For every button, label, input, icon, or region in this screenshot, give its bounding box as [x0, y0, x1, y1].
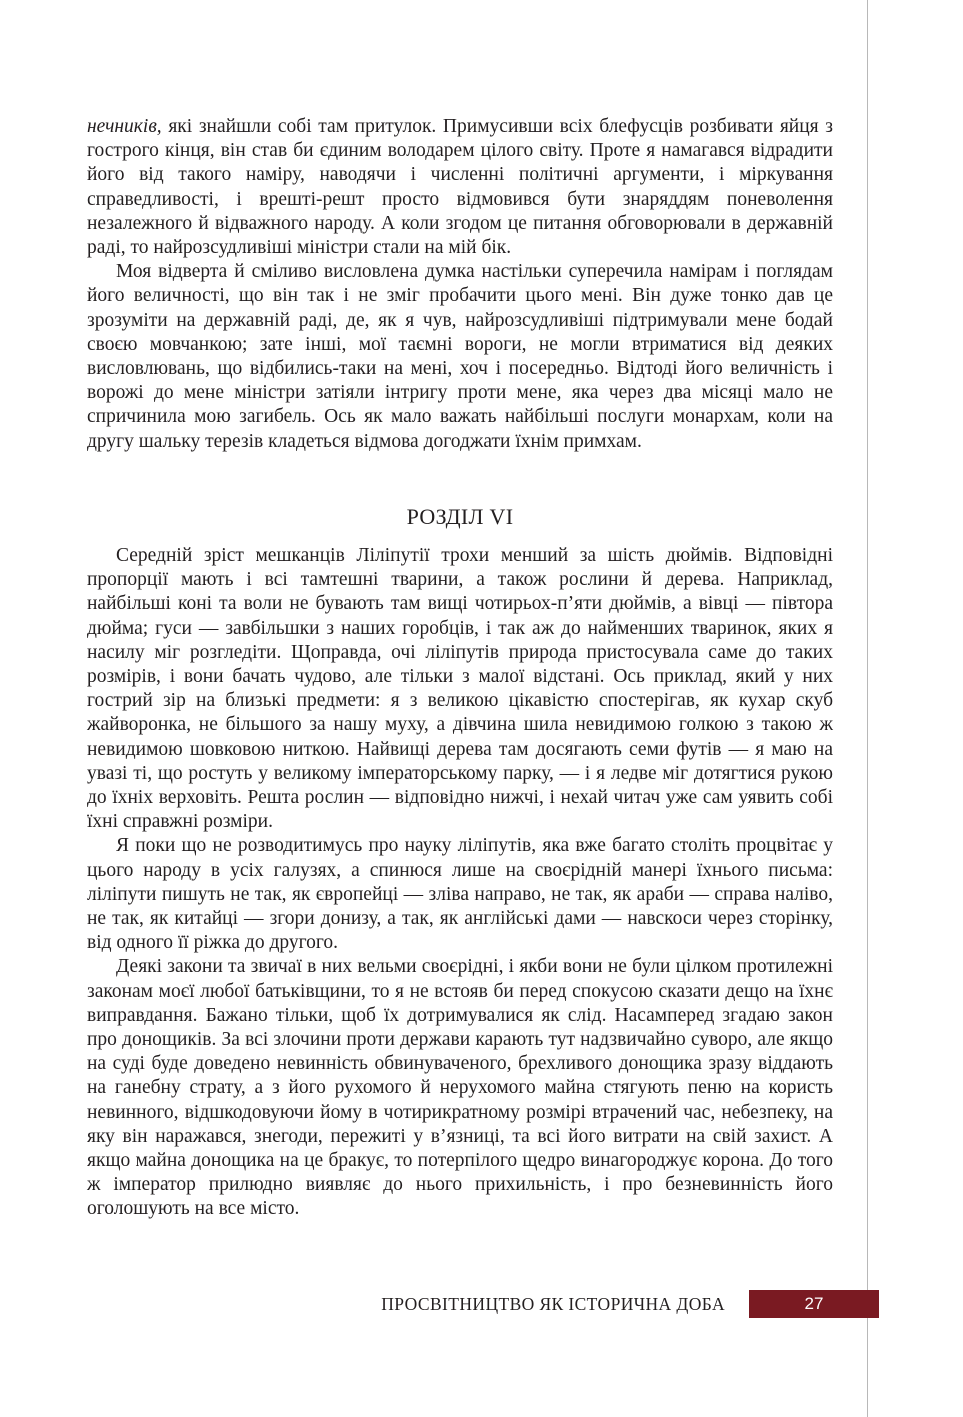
- paragraph-text: які знайшли собі там притулок. Примусивши всіх блефусців розбивати яйця з гострого кінця, він став би єдиним володарем цілого світу. Проте я намагався відрадити його від такого наміру, наводячи і численні політичні аргументи, і міркування справедливості, і врешті-решт просто відмовився бути знаряддям поневолення незалежного й відважного народу. А коли згодом це питання обговорювали в державній раді, то найрозсудливіші міністри стали на мій бік.: [87, 116, 833, 259]
- italic-word: нечників,: [87, 116, 162, 137]
- chapter-text-block: [87, 544, 833, 1222]
- page-number-badge: 27: [749, 1290, 879, 1318]
- paragraph: Я поки що не розводитимусь про науку ліліпутів, яка вже багато століть процвітає у цього народу в усіх галузях, а спинюся лише на своєрідній манері їхнього письма: ліліпути пишуть не так, як європейці — зліва направо, не так, як араби — справа наліво, не так, як китайці — згори донизу, а так, як англійські дами — навскоси через сторінку, від одного її ріжка до другого.: [87, 835, 833, 954]
- continued-text-block: [87, 115, 833, 454]
- running-footer-title: ПРОСВІТНИЦТВО ЯК ІСТОРИЧНА ДОБА: [381, 1294, 725, 1314]
- paragraph: Середній зріст мешканців Ліліпутії трохи менший за шість дюймів. Відповідні пропорції мають і всі тамтешні тварини, а також рослини й дерева. Наприклад, найбільші коні та воли не бувають там вищі чотирьох-п’яти дюймів, а вівці — півтора дюйма; гуси — завбільшки з наших горобців, і так аж до найменших тваринок, яких я насилу міг розгледіти. Щоправда, очі ліліпутів природа пристосувала саме до таких розмірів, і вони бачать чудово, але тільки з малої відстані. Ось приклад, який у них гострий зір на близькі предмети: я з великою цікавістю спостерігав, як кухар скуб жайворонка, не більшого за нашу муху, а дівчина шила невидимою голкою з такою ж невидимою шовковою ниткою. Найвищі дерева там досягають семи футів — я маю на увазі ті, що ростуть у великому імператорському парку, — і я ледве міг дотягтися рукою до їхніх верховіть. Решта рослин — відповідно нижчі, і нехай читач уже сам уявить собі їхні справжні розміри.: [87, 545, 833, 833]
- paragraph: Деякі закони та звичаї в них вельми своєрідні, і якби вони не були цілком протилежні законам моєї любої батьківщини, то я не встояв би перед спокусою сказати дещо на їхнє виправдання. Бажано тільки, щоб їх дотримувалися як слід. Насамперед згадаю закон про донощиків. За всі злочини проти держави карають тут надзвичайно суворо, але якщо на суді буде доведено невинність обвинуваченого, брехливого донощика зразу віддають на ганебну страту, а з його рухомого й нерухомого майна стягують пеню на користь невинного, відшкодовуючи йому в чотирикратному розмірі втрачений час, небезпеку, на яку він наражався, знегоди, пережиті у в’язниці, та всі його витрати на свій захист. А якщо майна донощика на це бракує, то потерпілого щедро винагороджує корона. До того ж імператор прилюдно виявляє до нього прихильність, і про безневинність його оголошують на все місто.: [87, 956, 833, 1220]
- chapter-heading: РОЗДІЛ VI: [406, 504, 514, 529]
- paragraph: Моя відверта й сміливо висловлена думка настільки суперечила намірам і поглядам його величності, що він так і не зміг пробачити цього мені. Він дуже тонко дав це зрозуміти на державній раді, де, як я чув, найрозсудливіші підтримували мене бодай своєю мовчанкою; зате інші, мої таємні вороги, не могли втриматися від деяких висловлювань, що відбились-таки на мені, хоч і посередньо. Відтоді його величність і ворожі до мене міністри затіяли інтригу проти мене, яка через два місяці мало не спричинила мою загибель. Ось як мало важать найбільші послуги монархам, коли на другу шальку терезів кладеться відмова догоджати їхнім примхам.: [87, 261, 833, 452]
- paragraph-continued: [87, 115, 833, 260]
- page-edge-rule: [867, 0, 868, 1417]
